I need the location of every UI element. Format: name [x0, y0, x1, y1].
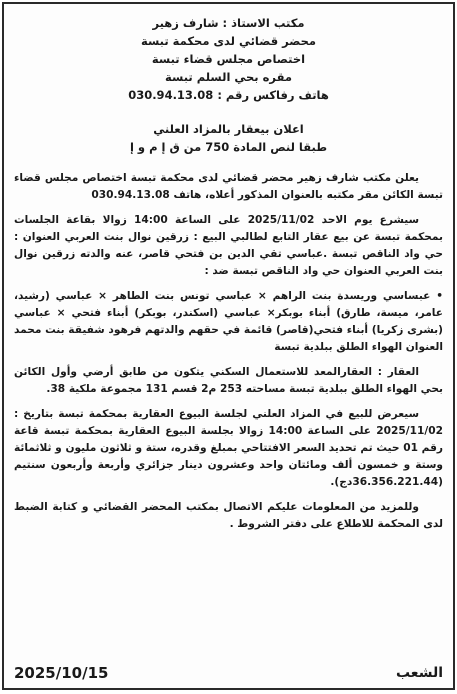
announcement-page — [2, 2, 455, 690]
paragraph-sale-session: سيشرع يوم الاحد 2025/11/02 على الساعة 14:00 زوالا بقاعة الجلسات بمحكمة تبسة عن بيع عقار التابع لطالبي البيع : زرقين نوال بنت العربي العنوان : حي واد الناقص تبسة .عباسي تقي الدين بن فتحي قاصر، عنه والدته زرقين نوال بنت العربي العنوان حي واد الناقص تبسة ضد : — [14, 214, 443, 277]
announcement-title — [4, 120, 453, 156]
office-phone: هاتف رفاكس رقم : 030.94.13.08 — [128, 88, 329, 102]
office-name: مكتب الاستاذ : شارف زهير — [152, 16, 305, 30]
publication-footer — [4, 664, 453, 682]
newspaper-name: الشعب — [395, 665, 443, 681]
office-jurisdiction: اختصاص مجلس قضاء تبسة — [151, 52, 306, 66]
paragraph-defendants: • عبساسي وريسدة بنت الراهم × عباسي تونس بنت الطاهر × عباسي (رشيد، عامر، ميسة، طارق) أبناء بوبكر× عباسي (اسكندر، بوبكر) أبناء فتحي × عباسي (بشرى زكريا) أبناء فتحي(قاصر) قائمة في حقهم والدتهم فرهود شفيقة بنت محمد العنوان الهواء الطلق ببلدية تبسة — [13, 290, 443, 353]
paragraph-property: العقار : العقارالمعد للاستعمال السكني يتكون من طابق أرضي وأول الكائن بحي الهواء الطلق ببلدية تبسة مساحته 253 م2 قسم 131 مجموعة ملكية 38. — [14, 366, 443, 395]
office-role: محضر قضائي لدى محكمة تبسة — [140, 34, 316, 48]
paragraph-auction-price: سيعرض للبيع في المزاد العلني لجلسة البيوع العقارية بمحكمة تبسة بتاريخ : 2025/11/02 على الساعة 14:00 زوالا بجلسة البيوع العقارية بمحكمة تبسة قاعة رقم 01 حيث تم تحديد السعر الافتتاحي بمبلغ وقدره، ستة و ثلاثون مليون و ثلاثمائة وستة و خمسون ألف ومائتان واحد وعشرون دينار جزائري وأربعة وأربعون سنتيم (36.356.221.44دج). — [14, 408, 443, 488]
paragraph-intro: يعلن مكتب شارف زهير محضر قضائي لدى محكمة تبسة اختصاص مجلس قضاء تبسة الكائن مقر مكتبه بالعنوان المذكور أعلاه، هاتف 030.94.13.08 — [14, 172, 443, 201]
announcement-body — [14, 170, 443, 533]
title-main: اعلان بيعقار بالمزاد العلني — [153, 122, 304, 136]
office-address: مقره بحي السلم تبسة — [165, 70, 292, 84]
publication-date: 2025/10/15 — [14, 664, 109, 682]
office-header — [4, 14, 453, 104]
title-legal-basis: طبقا لنص المادة 750 من ق إ م و إ — [129, 140, 328, 154]
paragraph-contact: وللمزيد من المعلومات عليكم الاتصال بمكتب المحضر القضائي و كتابة الضبط لدى المحكمة للاطلاع على دفتر الشروط . — [14, 501, 443, 530]
